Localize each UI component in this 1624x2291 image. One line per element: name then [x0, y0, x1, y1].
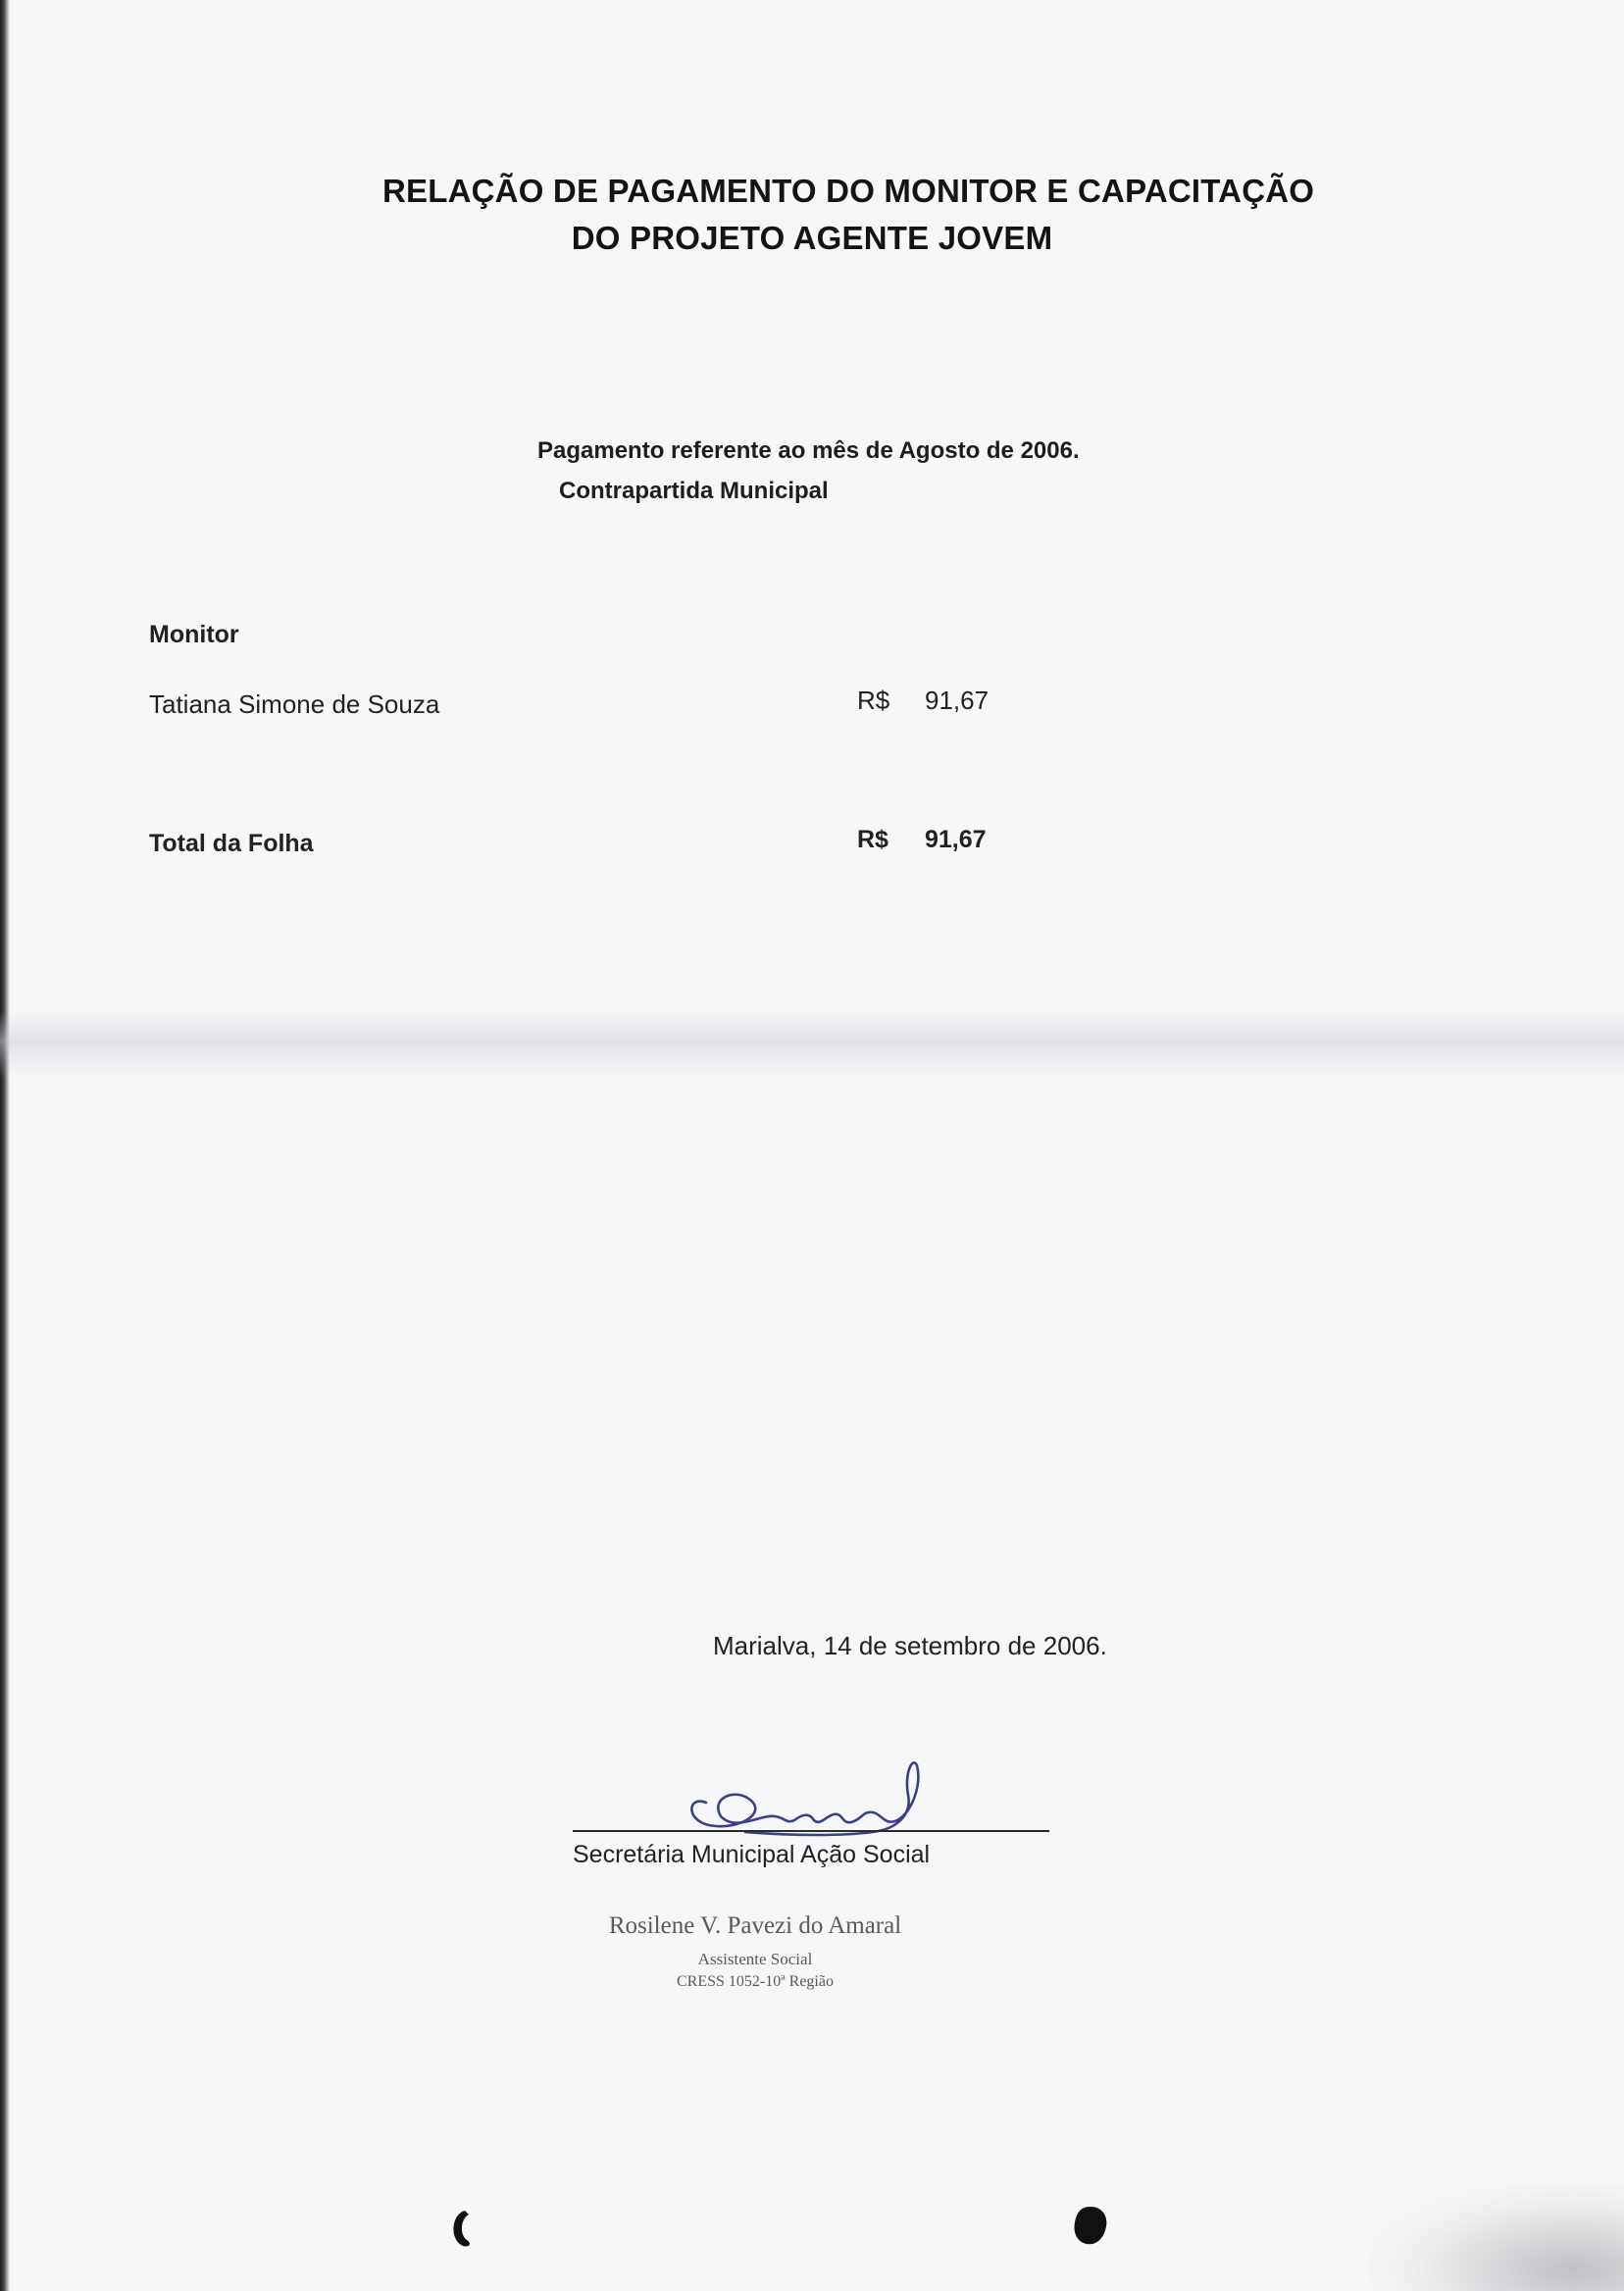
document-title-line-1: RELAÇÃO DE PAGAMENTO DO MONITOR E CAPACITAÇÃO [382, 173, 1315, 209]
stamp-name: Rosilene V. Pavezi do Amaral [608, 1912, 902, 1939]
funding-source: Contrapartida Municipal [559, 478, 829, 504]
stamp-registry: CRESS 1052-10ª Região [677, 1973, 834, 1990]
document-title-line-2: DO PROJETO AGENTE JOVEM [571, 220, 1053, 256]
punch-hole-left [443, 2207, 482, 2250]
punch-hole-right [1069, 2203, 1112, 2250]
monitor-name: Tatiana Simone de Souza [149, 689, 440, 719]
scan-edge-shadow [0, 0, 10, 2291]
signature-line [573, 1830, 1049, 1832]
payment-reference: Pagamento referente ao mês de Agosto de 2006. [537, 437, 1080, 464]
monitor-heading: Monitor [149, 621, 239, 648]
scan-smudge [1369, 2183, 1624, 2291]
stamp-title: Assistente Social [697, 1950, 813, 1968]
total-currency: R$ [857, 826, 888, 853]
monitor-amount: 91,67 [925, 686, 990, 715]
place-and-date: Marialva, 14 de setembro de 2006. [713, 1631, 1107, 1660]
paper-fold [0, 1010, 1624, 1079]
signatory-role: Secretária Municipal Ação Social [573, 1841, 931, 1868]
total-amount: 91,67 [925, 826, 987, 853]
total-label: Total da Folha [149, 830, 314, 857]
monitor-currency: R$ [857, 686, 890, 715]
